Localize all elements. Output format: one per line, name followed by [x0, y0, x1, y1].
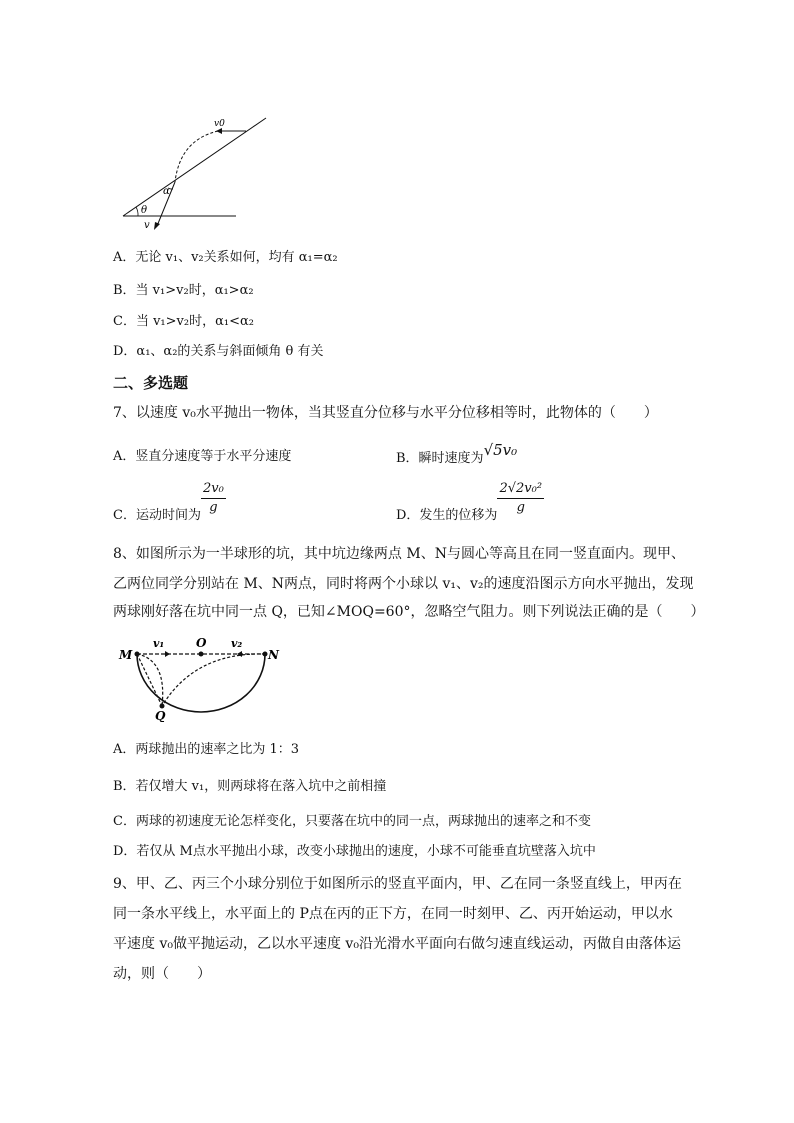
- point-n: [263, 652, 268, 657]
- point-q: [160, 704, 165, 709]
- velocity-arrow-head: [154, 222, 160, 230]
- v0-label: v0: [214, 119, 225, 129]
- q7-option-c-fraction: [201, 480, 226, 517]
- q7-option-d-fraction: [497, 480, 544, 517]
- theta-arc: [136, 207, 138, 216]
- q7-option-d-label: D．发生的位移为: [396, 508, 498, 523]
- label-o: O: [196, 636, 207, 650]
- theta-label: θ: [141, 205, 148, 216]
- label-v2: v₂: [231, 637, 243, 650]
- q7-option-b-label: B．瞬时速度为: [396, 451, 484, 466]
- q8-option-d: D．若仅从 M点水平抛出小球，改变小球抛出的速度，小球不可能垂直坑壁落入坑中: [113, 844, 596, 859]
- trajectory-from-n: [162, 654, 265, 706]
- q9-stem-line-4: 动，则（ ）: [113, 966, 211, 982]
- v1-arrow-head: [165, 651, 170, 657]
- q7-option-a: A．竖直分速度等于水平分速度: [113, 449, 292, 464]
- q7-option-b-expr: √5v₀: [483, 441, 518, 459]
- q8-stem-line-3: 两球刚好落在坑中同一点 Q，已知∠MOQ=60°，忽略空气阻力。则下列说法正确的是（ ）: [113, 604, 705, 620]
- q7-option-d-numerator: 2√2v₀²: [497, 480, 544, 499]
- q6-option-b: B．当 v₁>v₂时，α₁>α₂: [113, 283, 254, 298]
- alpha-label: α: [163, 186, 170, 197]
- q8-option-b: B．若仅增大 v₁，则两球将在落入坑中之前相撞: [113, 779, 387, 794]
- trajectory-curve: [175, 131, 218, 182]
- q8-option-c: C．两球的初速度无论怎样变化，只要落在坑中的同一点，两球抛出的速率之和不变: [113, 814, 591, 829]
- q8-option-a: A．两球抛出的速率之比为 1：3: [113, 742, 300, 757]
- q9-stem-line-2: 同一条水平线上，水平面上的 P点在丙的正下方，在同一时刻甲、乙、丙开始运动，甲以水: [113, 906, 673, 922]
- q7-option-d: [396, 481, 544, 528]
- q7-option-c-numerator: 2v₀: [201, 480, 226, 499]
- incline-line: [123, 118, 266, 216]
- q6-option-a: A．无论 v₁、v₂关系如何，均有 α₁=α₂: [113, 250, 338, 265]
- pit-arc: [137, 654, 265, 712]
- point-o: [199, 652, 204, 657]
- label-n: N: [268, 648, 279, 662]
- q7-option-b: [396, 441, 518, 468]
- q6-option-d: D．α₁、α₂的关系与斜面倾角 θ 有关: [113, 344, 324, 359]
- incline-figure: [118, 110, 278, 235]
- q7-option-c: [113, 481, 226, 528]
- v-label: v: [144, 220, 150, 231]
- q7-option-d-denominator: g: [516, 500, 525, 515]
- q8-stem-line-2: 乙两位同学分别站在 M、N两点，同时将两个小球以 v₁、v₂的速度沿图示方向水平抛出，发现: [113, 576, 694, 592]
- q6-option-c: C．当 v₁>v₂时，α₁<α₂: [113, 314, 254, 329]
- label-q: Q: [155, 709, 166, 722]
- q7-option-c-denominator: g: [209, 500, 218, 515]
- hemisphere-pit-figure: [115, 632, 285, 722]
- q7-option-c-label: C．运动时间为: [113, 508, 201, 523]
- q9-stem-line-3: 平速度 v₀做平抛运动，乙以水平速度 v₀沿光滑水平面向右做匀速直线运动，丙做自由落体运: [113, 936, 681, 952]
- label-v1: v₁: [153, 637, 165, 650]
- section-heading: 二、多选题: [113, 374, 189, 392]
- point-m: [135, 652, 140, 657]
- q8-stem-line-1: 8、如图所示为一半球形的坑，其中坑边缘两点 M、N与圆心等高且在同一竖直面内。现甲、: [113, 546, 685, 562]
- q9-stem-line-1: 9、甲、乙、丙三个小球分别位于如图所示的竖直平面内，甲、乙在同一条竖直线上，甲丙在: [113, 876, 682, 892]
- q7-stem: 7、以速度 v₀水平抛出一物体，当其竖直分位移与水平分位移相等时，此物体的（ ）: [113, 405, 658, 421]
- label-m: M: [119, 648, 133, 662]
